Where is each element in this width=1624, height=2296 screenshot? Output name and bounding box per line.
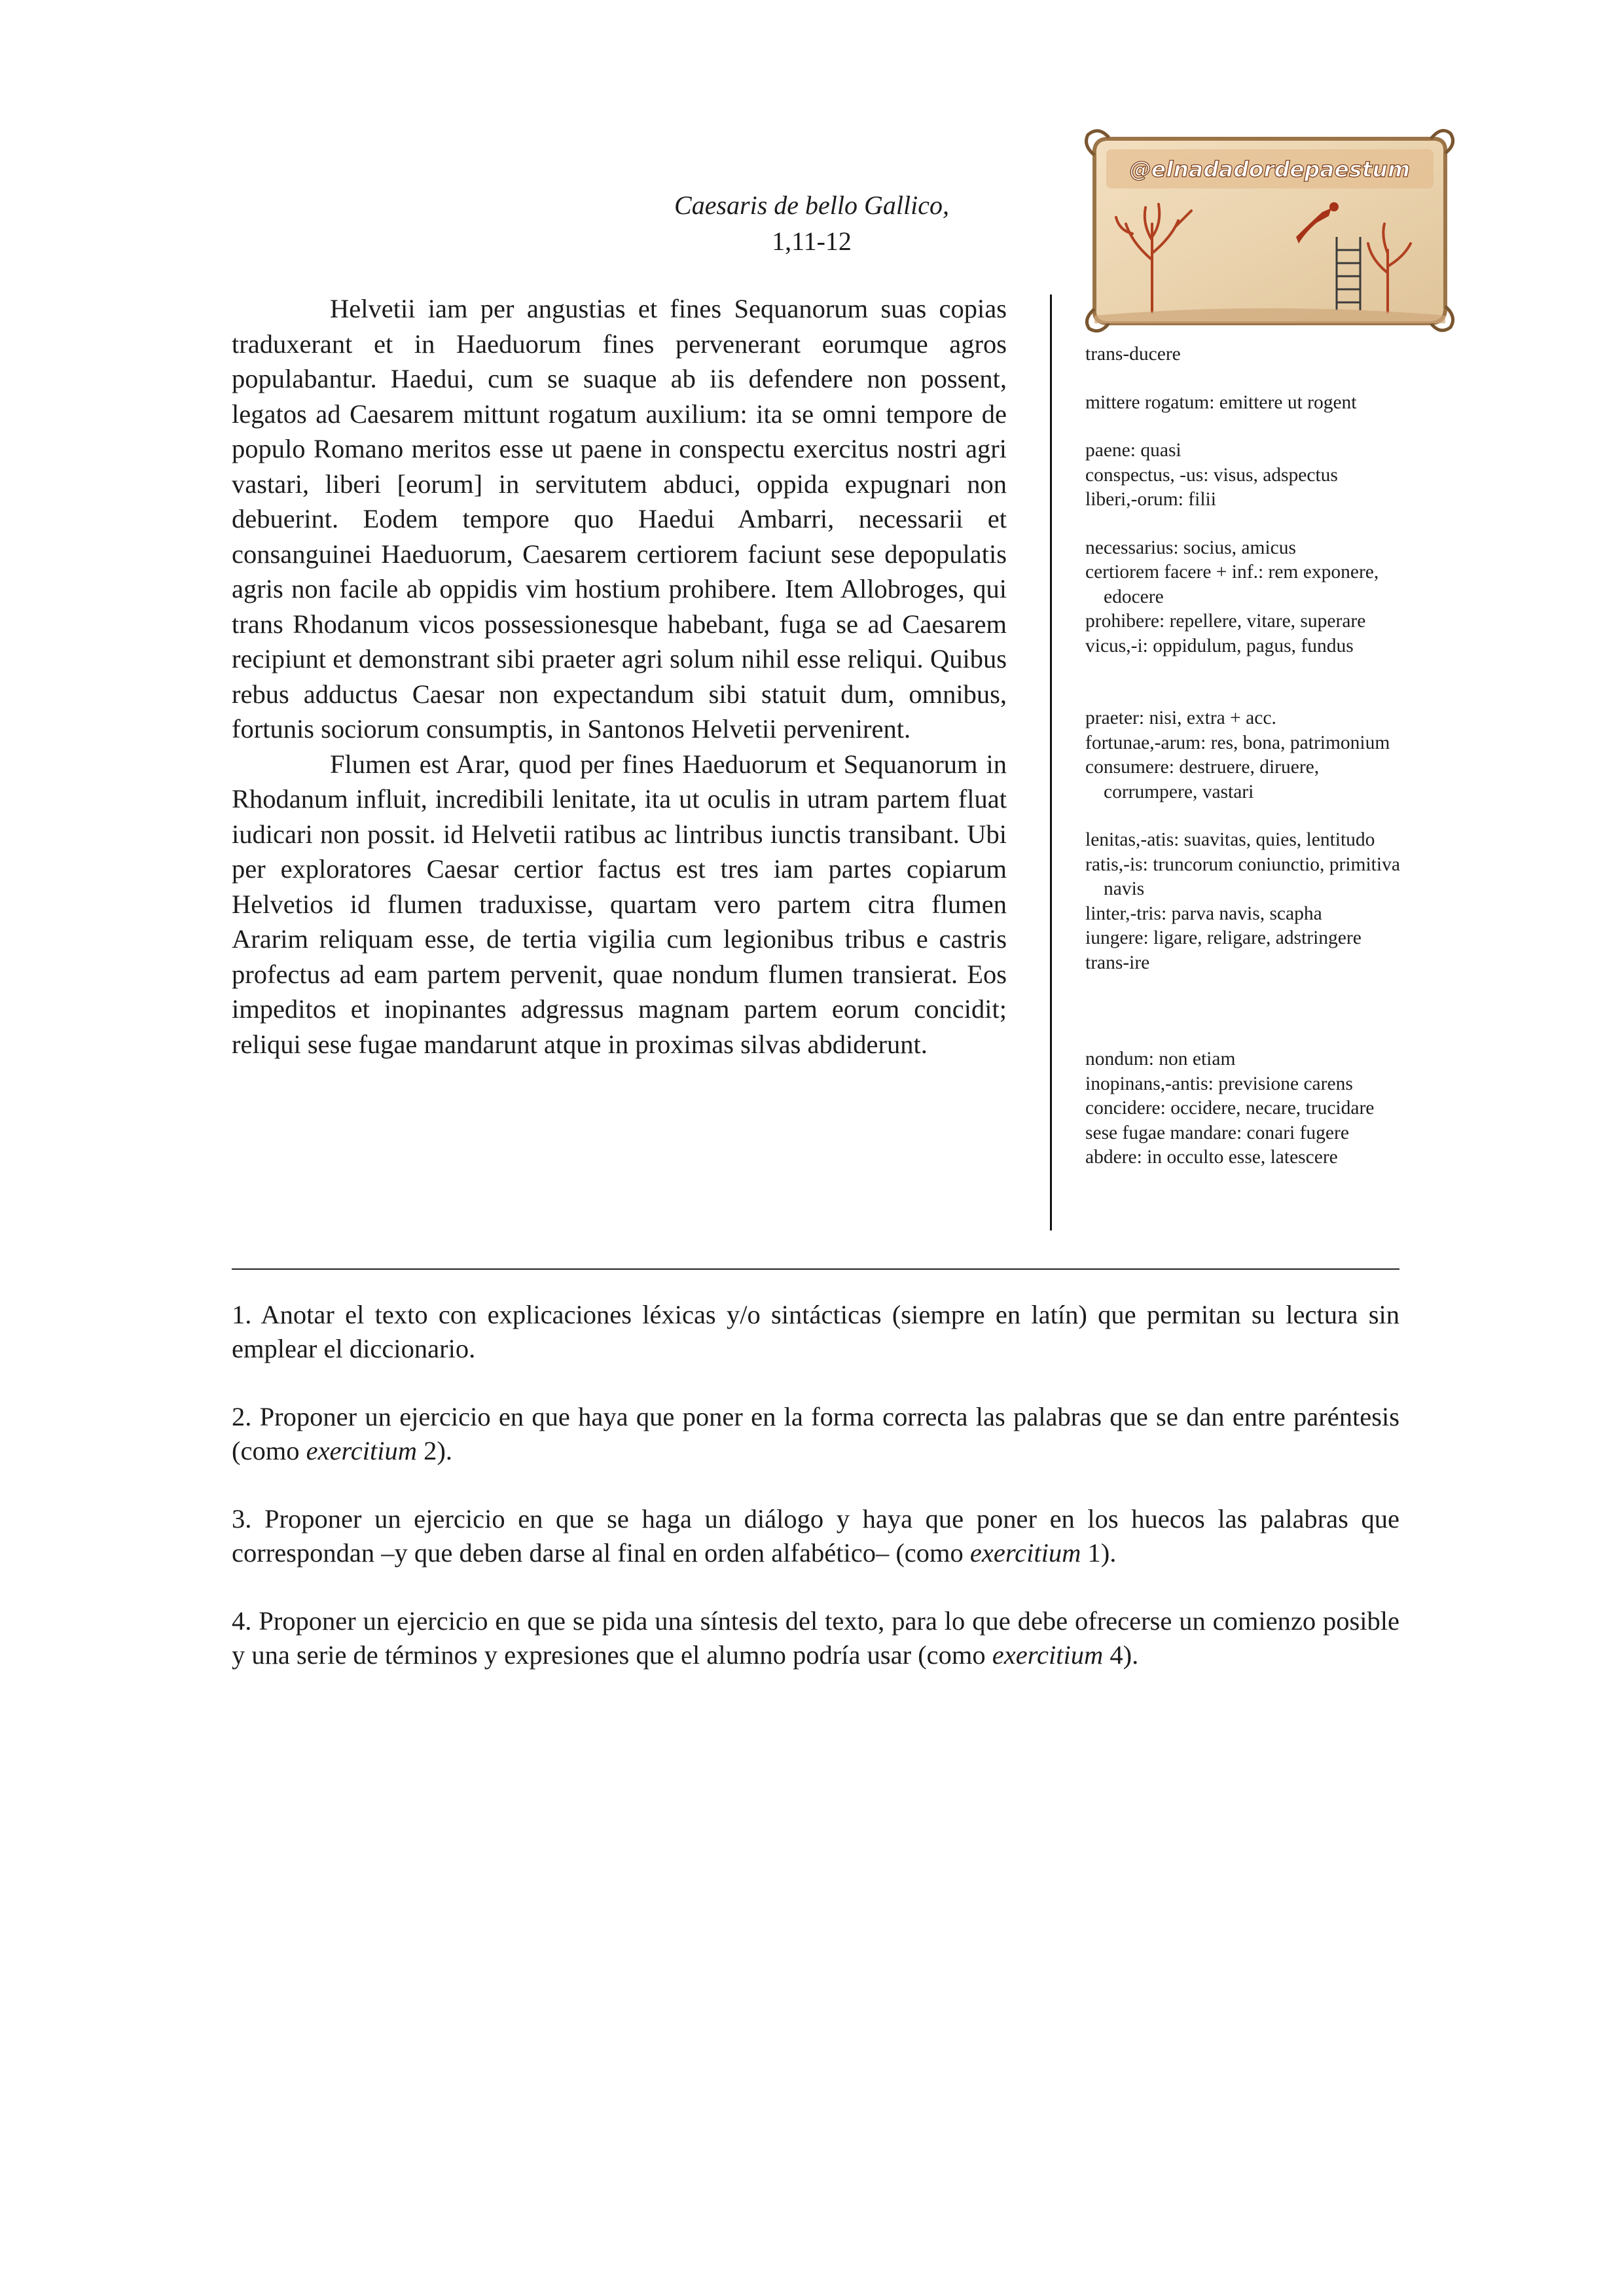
note-text: nondum: non etiam	[1085, 1049, 1236, 1069]
note-text: trans-ire	[1085, 952, 1150, 973]
column-divider	[1050, 295, 1052, 1230]
latin-paragraph: Helvetii iam per angustias et fines Sequanorum suas copias traduxerant et in Haeduorum fines pervenerant eorumque agros populabantur. Haedui, cum se suaque ab iis defendere non possent, legatos ad Caesarem mittunt rogatum auxilium: ita se omni tempore de populo Romano meritos esse ut paene in conspectu exercitus nostri agri vastari, liberi [eorum] in servitutem abduci, oppida expugnari non debuerint. Eodem tempore quo Haedui Ambarri, necessarii et consanguinei Haeduorum, Caesarem certiorem faciunt sese depopulatis agris non facile ab oppidis vim hostium prohibere. Item Allobroges, qui trans Rhodanum vicos possessionesque habebant, fuga se ad Caesarem recipiunt et demonstrant sibi praeter agri solum nihil esse reliqui. Quibus rebus adductus Caesar non expectandum sibi statuit dum, omnibus, fortunis sociorum consumptis, in Santonos Helvetii pervenirent.	[232, 294, 1007, 744]
note-item	[1085, 853, 1504, 902]
note-item	[1085, 926, 1504, 951]
document-reference: 1,11-12	[772, 226, 852, 256]
exercitium-term: exercitium	[306, 1436, 418, 1465]
note-text: consumere: destruere, diruere,	[1085, 757, 1320, 778]
note-item	[1085, 391, 1504, 416]
note-text: liberi,-orum: filii	[1085, 489, 1216, 510]
task-item: 2. Proponer un ejercicio en que haya que poner en la forma correcta las palabras que se dan entre paréntesis (como exercitium 2).	[232, 1402, 1399, 1465]
note-text: mittere rogatum: emittere ut rogent	[1085, 391, 1357, 413]
note-text: lenitas,-atis: suavitas, quies, lentitudo	[1085, 829, 1375, 850]
note-item	[1085, 755, 1504, 804]
section-divider	[232, 1268, 1399, 1270]
note-item	[1085, 828, 1504, 853]
note-continuation: navis	[1104, 878, 1145, 899]
note-text: concidere: occidere, necare, trucidare	[1085, 1098, 1375, 1119]
note-text: fortunae,-arum: res, bona, patrimonium	[1085, 732, 1390, 753]
marginal-notes	[1085, 342, 1504, 1170]
note-text: trans-ducere	[1085, 344, 1181, 365]
note-text: iungere: ligare, religare, adstringere	[1085, 927, 1362, 948]
note-text: certiorem facere + inf.: rem exponere,	[1085, 562, 1379, 583]
note-item	[1085, 342, 1504, 367]
logo-handle: @elnadadordepaestum	[1129, 156, 1411, 182]
note-item	[1085, 1072, 1504, 1097]
note-item	[1085, 609, 1504, 634]
note-text: praeter: nisi, extra + acc.	[1085, 708, 1276, 728]
note-text: vicus,-i: oppidulum, pagus, fundus	[1085, 635, 1354, 656]
note-item	[1085, 439, 1504, 463]
note-continuation: edocere	[1104, 586, 1164, 607]
note-text: linter,-tris: parva navis, scapha	[1085, 903, 1322, 924]
note-text: conspectus, -us: visus, adspectus	[1085, 464, 1338, 486]
note-item	[1085, 463, 1504, 488]
task-item: 3. Proponer un ejercicio en que se haga un diálogo y haya que poner en los huecos las palabras que correspondan –y que deben darse al final en orden alfabético– (como exercitium 1).	[232, 1504, 1399, 1568]
note-item	[1085, 1047, 1504, 1072]
note-item	[1085, 706, 1504, 731]
note-item	[1085, 1121, 1504, 1146]
note-item	[1085, 902, 1504, 927]
note-continuation: corrumpere, vastari	[1104, 781, 1254, 802]
task-list	[232, 1298, 1399, 1706]
note-text: necessarius: socius, amicus	[1085, 537, 1296, 558]
note-item	[1085, 634, 1504, 659]
latin-paragraph: Flumen est Arar, quod per fines Haeduorum et Sequanorum in Rhodanum influit, incredibili lenitate, ita ut oculis in utram partem fluat iudicari non possit. id Helvetii ratibus ac lintribus iunctis transibant. Ubi per exploratores Caesar certior factus est tres iam partes copiarum Helvetios id flumen traduxisse, quartam vero partem citra flumen Ararim reliquam esse, de tertia vigilia cum legionibus tribus e castris profectus ad eam partem pervenit, quae nondum flumen transierat. Eos impeditos et inopinantes adgressus magnam partem eorum concidit; reliqui sese fugae mandarunt atque in proximas silvas abdiderunt.	[232, 749, 1007, 1059]
exercitium-term: exercitium	[969, 1538, 1081, 1568]
note-item	[1085, 731, 1504, 756]
task-item: 1. Anotar el texto con explicaciones léxicas y/o sintácticas (siempre en latín) que permitan su lectura sin emplear el diccionario.	[232, 1300, 1399, 1363]
task-item: 4. Proponer un ejercicio en que se pida una síntesis del texto, para lo que debe ofrecerse un comienzo posible y una serie de términos y expresiones que el alumno podría usar (como exercitium 4).	[232, 1606, 1399, 1670]
note-text: ratis,-is: truncorum coniunctio, primitiva	[1085, 853, 1400, 875]
note-item	[1085, 536, 1504, 561]
note-text: prohibere: repellere, vitare, superare	[1085, 611, 1366, 632]
paestum-diver-logo	[1080, 126, 1460, 335]
exercitium-term: exercitium	[992, 1640, 1104, 1670]
note-text: paene: quasi	[1085, 440, 1182, 461]
note-item	[1085, 1096, 1504, 1121]
note-item	[1085, 488, 1504, 512]
note-text: sese fugae mandare: conari fugere	[1085, 1122, 1349, 1143]
note-text: inopinans,-antis: previsione carens	[1085, 1073, 1353, 1094]
note-item	[1085, 951, 1504, 976]
note-item	[1085, 560, 1504, 609]
note-item	[1085, 1145, 1504, 1170]
note-text: abdere: in occulto esse, latescere	[1085, 1147, 1338, 1168]
latin-text	[232, 291, 1007, 1062]
document-title: Caesaris de bello Gallico,	[674, 190, 949, 220]
